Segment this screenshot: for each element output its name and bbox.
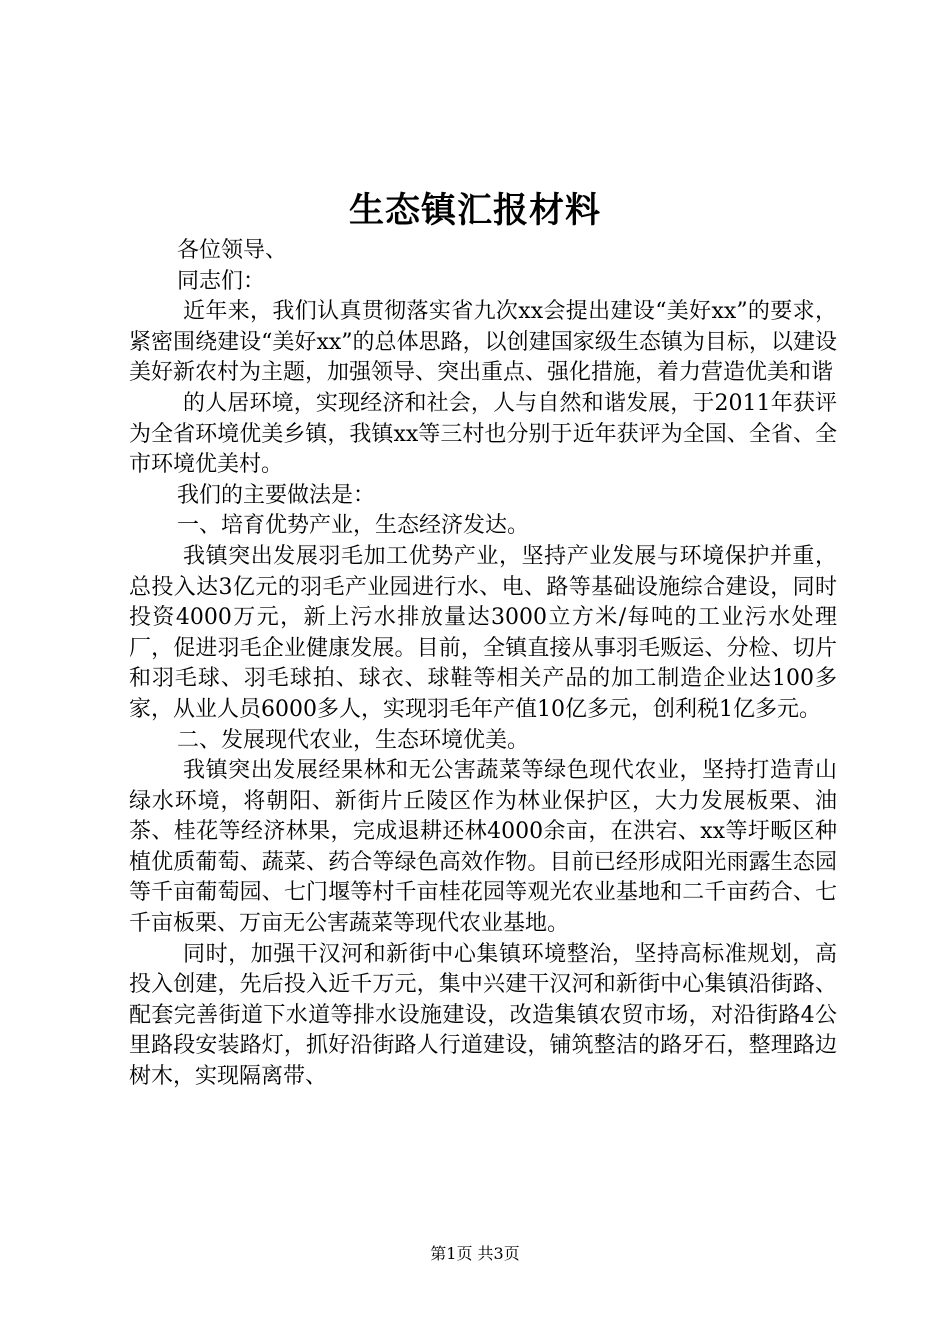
page-number-footer: 第1页 共3页	[430, 1244, 520, 1263]
section-heading-2: 二、发展现代农业，生态环境优美。	[177, 727, 530, 753]
section-heading-1: 一、培育优势产业，生态经济发达。	[177, 513, 530, 539]
document-title: 生态镇汇报材料	[348, 190, 601, 231]
paragraph-town-environment: 同时，加强干汉河和新街中心集镇环境整治，坚持高标准规划，高投入创建，先后投入近千万元，集中兴建干汉河和新街中心集镇沿街路、配套完善街道下水道等排水设施建设，改造集镇农贸市场，对沿街路4公里路段安装路灯，抓好沿街路人行道建设，铺筑整洁的路牙石，整理路边树木，实现隔离带、	[129, 941, 837, 1090]
paragraph-intro-continued: 的人居环境，实现经济和社会，人与自然和谐发展，于2011年获评为全省环境优美乡镇，我镇xx等三村也分别于近年获评为全国、全省、全市环境优美村。	[129, 390, 837, 478]
paragraph-intro: 近年来，我们认真贯彻落实省九次xx会提出建设“美好xx”的要求，紧密围绕建设“美好xx”的总体思路，以创建国家级生态镇为目标，以建设美好新农村为主题，加强领导、突出重点、强化措施，着力营造优美和谐	[129, 299, 837, 386]
paragraph-main-practices: 我们的主要做法是：	[177, 482, 376, 508]
paragraph-feather-industry: 我镇突出发展羽毛加工优势产业，坚持产业发展与环境保护并重，总投入达3亿元的羽毛产业园进行水、电、路等基础设施综合建设，同时投资4000万元，新上污水排放量达3000立方米/每吨的工业污水处理厂，促进羽毛企业健康发展。目前，全镇直接从事羽毛贩运、分检、切片和羽毛球、羽毛球拍、球衣、球鞋等相关产品的加工制造企业达100多家，从业人员6000多人，实现羽毛年产值10亿多元，创利税1亿多元。	[129, 543, 837, 722]
salutation-leaders: 各位领导、	[177, 238, 288, 263]
paragraph-modern-agriculture: 我镇突出发展经果林和无公害蔬菜等绿色现代农业，坚持打造青山绿水环境，将朝阳、新街片丘陵区作为林业保护区，大力发展板栗、油茶、桂花等经济林果，完成退耕还林4000余亩，在洪宕、xx等圩畈区种植优质葡萄、蔬菜、药合等绿色高效作物。目前已经形成阳光雨露生态园等千亩葡萄园、七门堰等村千亩桂花园等观光农业基地和二千亩药合、七千亩板栗、万亩无公害蔬菜等现代农业基地。	[129, 758, 837, 937]
document-body	[129, 236, 837, 1093]
salutation-comrades: 同志们：	[177, 268, 266, 294]
